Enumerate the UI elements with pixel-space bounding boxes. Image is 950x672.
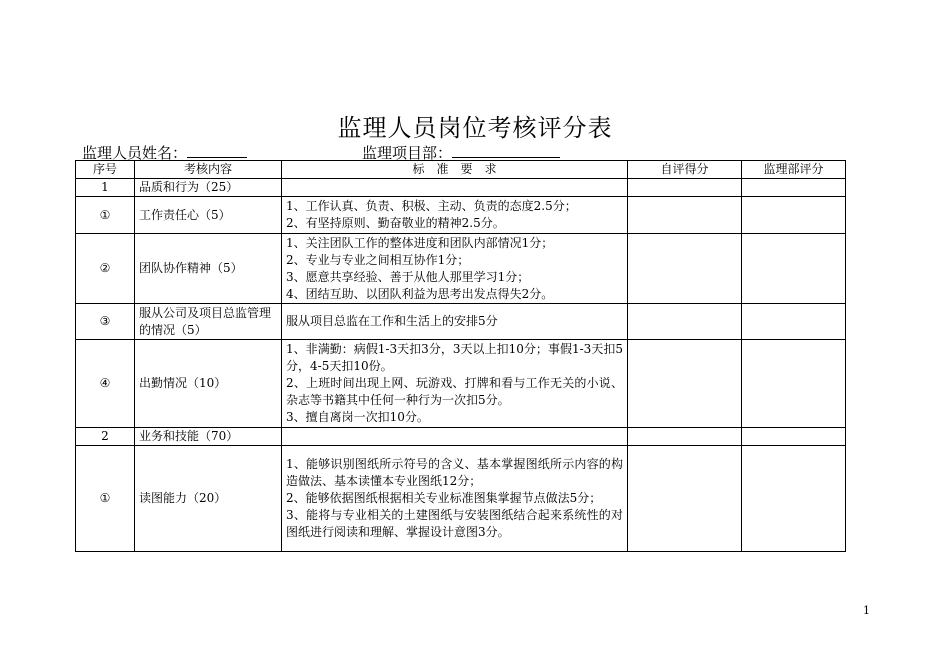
table-row <box>76 304 846 340</box>
header-item: 考核内容 <box>135 161 282 179</box>
row-standard <box>282 340 628 428</box>
row-no: ② <box>76 234 135 304</box>
self-score-cell[interactable] <box>628 179 742 197</box>
table-row <box>76 340 846 428</box>
dept-score-cell[interactable] <box>742 446 846 552</box>
row-item: 业务和技能（70） <box>135 428 282 446</box>
project-field[interactable] <box>452 142 560 158</box>
standard-line: 3、擅自离岗一次扣10分。 <box>286 410 429 424</box>
row-standard <box>282 446 628 552</box>
project-label: 监理项目部： <box>362 144 453 162</box>
row-item: 团队协作精神（5） <box>135 234 282 304</box>
dept-score-cell[interactable] <box>742 179 846 197</box>
staff-name-label: 监理人员姓名： <box>82 144 188 162</box>
table-row <box>76 446 846 552</box>
row-standard <box>282 197 628 234</box>
row-no: ① <box>76 446 135 552</box>
row-no: ③ <box>76 304 135 340</box>
header-standard: 标 准 要 求 <box>282 161 628 179</box>
row-item: 工作责任心（5） <box>135 197 282 234</box>
dept-score-cell[interactable] <box>742 197 846 234</box>
row-no: ④ <box>76 340 135 428</box>
table-row <box>76 428 846 446</box>
self-score-cell[interactable] <box>628 197 742 234</box>
dept-score-cell[interactable] <box>742 304 846 340</box>
self-score-cell[interactable] <box>628 304 742 340</box>
standard-line: 2、上班时间出现上网、玩游戏、打牌和看与工作无关的小说、杂志等书籍其中任何一种行为一次扣5分。 <box>286 376 623 407</box>
dept-score-cell[interactable] <box>742 234 846 304</box>
dept-score-cell[interactable] <box>742 428 846 446</box>
standard-line: 4、团结互助、以团队利益为思考出发点得失2分。 <box>286 286 554 301</box>
table-row <box>76 197 846 234</box>
standard-line: 3、能将与专业相关的土建图纸与安装图纸结合起来系统性的对图纸进行阅读和理解、掌握设计意图3分。 <box>286 508 623 539</box>
standard-line: 2、专业与专业之间相互协作1分； <box>286 252 470 267</box>
standard-line: 1、工作认真、负责、积极、主动、负责的态度2.5分； <box>286 199 577 213</box>
self-score-cell[interactable] <box>628 446 742 552</box>
self-score-cell[interactable] <box>628 234 742 304</box>
table-row <box>76 179 846 197</box>
header-dept-score: 监理部评分 <box>742 161 846 179</box>
page-title: 监理人员岗位考核评分表 <box>337 114 613 142</box>
row-item: 读图能力（20） <box>135 446 282 552</box>
table-row <box>76 234 846 304</box>
header-self-score: 自评得分 <box>628 161 742 179</box>
header-no: 序号 <box>76 161 135 179</box>
standard-line: 1、非满勤：病假1-3天扣3分，3天以上扣10分；事假1-3天扣5分，4-5天扣10份。 <box>286 342 623 373</box>
standard-line: 1、能够识别图纸所示符号的含义、基本掌握图纸所示内容的构造做法、基本读懂本专业图纸12分； <box>286 457 623 488</box>
staff-name-field[interactable] <box>187 142 247 158</box>
row-item: 出勤情况（10） <box>135 340 282 428</box>
row-no: 2 <box>76 428 135 446</box>
row-standard <box>282 234 628 304</box>
standard-line: 2、能够依据图纸根据相关专业标准图集掌握节点做法5分； <box>286 491 602 505</box>
row-no: ① <box>76 197 135 234</box>
standard-line: 1、关注团队工作的整体进度和团队内部情况1分； <box>286 235 554 250</box>
page-number: 1 <box>863 604 870 617</box>
row-item: 服从公司及项目总监管理的情况（5） <box>135 304 282 340</box>
row-standard <box>282 179 628 197</box>
self-score-cell[interactable] <box>628 428 742 446</box>
assessment-table <box>75 160 846 552</box>
standard-line: 2、有坚持原则、勤奋敬业的精神2.5分。 <box>286 216 505 230</box>
standard-line: 3、愿意共享经验、善于从他人那里学习1分； <box>286 269 530 284</box>
dept-score-cell[interactable] <box>742 340 846 428</box>
table-header-row <box>76 161 846 179</box>
row-standard <box>282 428 628 446</box>
row-standard <box>282 304 628 340</box>
row-no: 1 <box>76 179 135 197</box>
row-item: 品质和行为（25） <box>135 179 282 197</box>
standard-line: 服从项目总监在工作和生活上的安排5分 <box>286 314 498 328</box>
self-score-cell[interactable] <box>628 340 742 428</box>
